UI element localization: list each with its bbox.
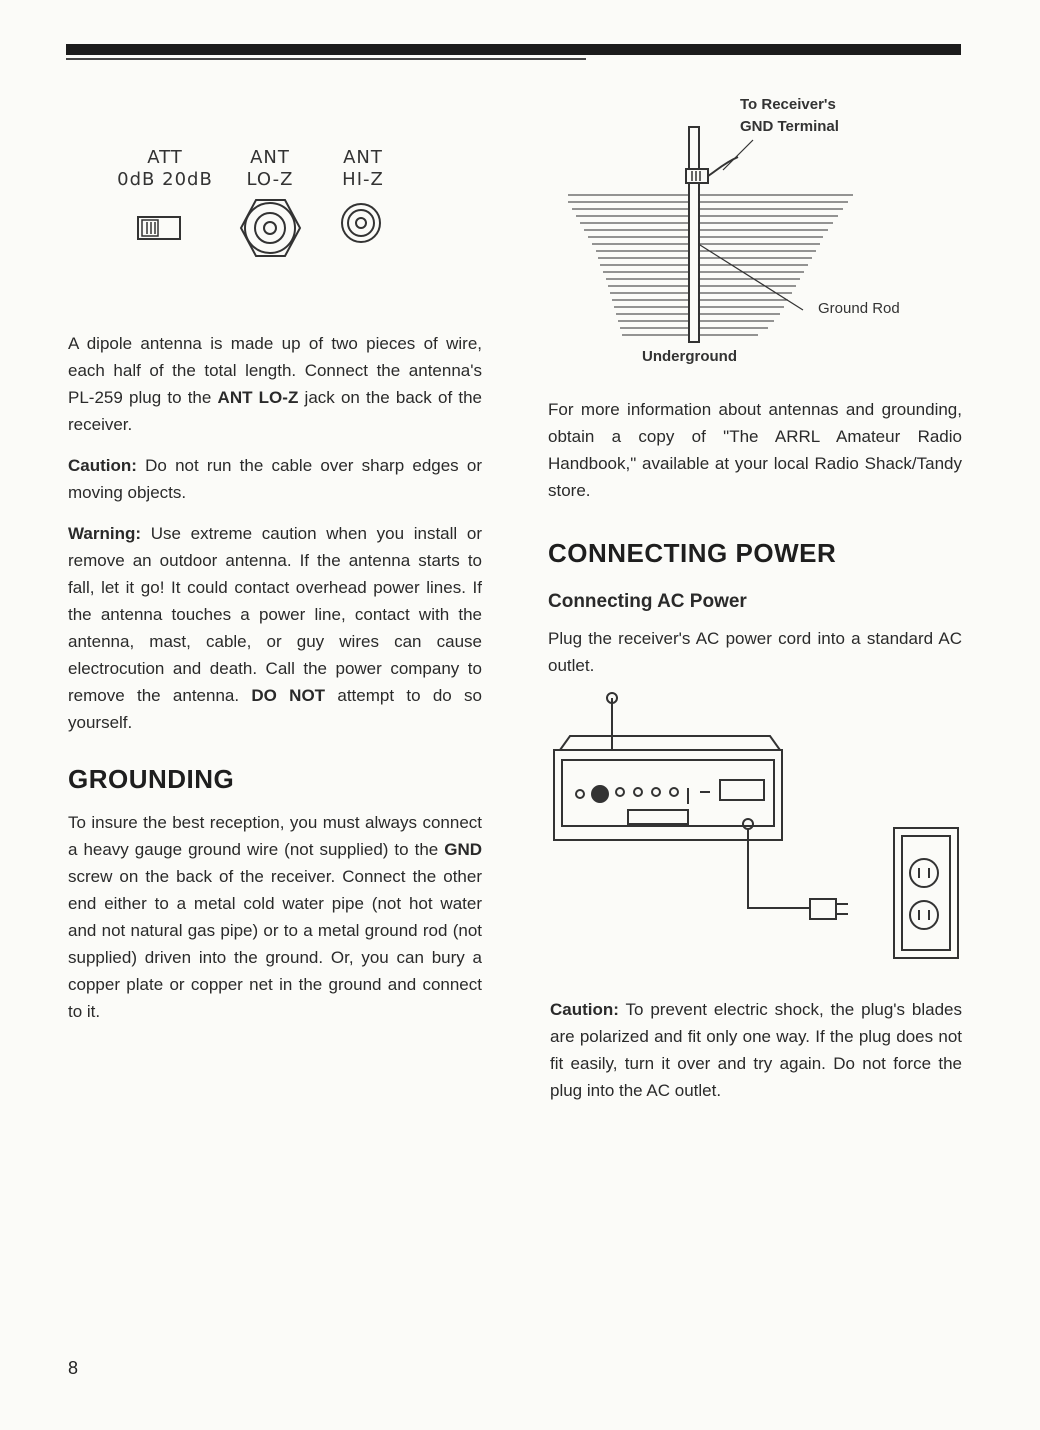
do-not-label: DO NOT <box>251 686 326 705</box>
ground-rod-label: Ground Rod <box>818 300 900 317</box>
receiver-gnd-label-2: GND Terminal <box>740 118 839 135</box>
ac-power-figure <box>548 688 968 978</box>
underground-label: Underground <box>642 348 737 365</box>
ground-rod-icon <box>686 127 803 342</box>
right-column <box>548 396 962 679</box>
hi-z-jack-icon <box>342 204 380 242</box>
ant-hi-label-text: ANT <box>343 147 383 168</box>
connecting-ac-power-subheading: Connecting AC Power <box>548 591 747 612</box>
top-rule-thin <box>66 58 586 60</box>
pl259-jack-icon <box>241 200 300 256</box>
outlet-icon <box>894 828 958 958</box>
right-caution-paragraph <box>550 996 962 1104</box>
gnd-label: GND <box>444 840 482 859</box>
grounding-text-end: screw on the back of the receiver. Connect the other end either to a metal cold water pipe (not hot water and not natural gas pipe) or to a metal ground rod (not supplied) driven into the ground. Or, you can bury a copper plate or copper net in the ground and connect to it. <box>68 867 482 1021</box>
caution-text: Do not run the cable over sharp edges or moving objects. <box>68 456 482 502</box>
dipole-text: A dipole antenna is made up of two pieces of wire, each half of the total length. Connect the antenna's PL-259 plug to the <box>68 334 482 407</box>
power-cord-icon <box>748 829 848 919</box>
right-caution-label: Caution: <box>550 1000 619 1019</box>
warning-text: Use extreme caution when you install or remove an outdoor antenna. If the antenna starts to fall, let it go! It could contact overhead power lines. If the antenna touches a power line, contact with the antenna, mast, cable, or guy wires can cause electrocution and death. Call the power company to remove the antenna. <box>68 524 482 705</box>
caution-paragraph <box>68 452 482 506</box>
att-values-text: 0dB 20dB <box>117 169 213 190</box>
ant-lo-z-label: ANT LO-Z <box>217 388 299 407</box>
receiver-icon <box>554 693 782 840</box>
left-column <box>68 330 482 1025</box>
jack-drawings <box>100 145 400 285</box>
info-paragraph: For more information about antennas and grounding, obtain a copy of "The ARRL Amateur Radio Handbook," available at your local Radio Shack/Tandy store. <box>548 400 962 500</box>
right-caution-text: To prevent electric shock, the plug's blades are polarized and fit only one way. If the plug does not fit easily, turn it over and try again. Do not force the plug into the AC outlet. <box>550 1000 962 1100</box>
dipole-paragraph <box>68 330 482 438</box>
warning-label: Warning: <box>68 524 142 543</box>
ant-hi-sub-text: HI-Z <box>342 169 384 190</box>
ant-lo-sub-text: LO-Z <box>246 169 294 190</box>
grounding-paragraph <box>68 809 482 1025</box>
right-caution-block <box>550 996 962 1104</box>
att-switch-icon <box>138 217 180 239</box>
ground-lines <box>568 195 853 335</box>
antenna-jack-figure <box>100 145 400 285</box>
ant-lo-label-text: ANT <box>250 147 290 168</box>
caution-label: Caution: <box>68 456 137 475</box>
warning-text-end: attempt to do so yourself. <box>68 686 482 732</box>
warning-paragraph <box>68 520 482 736</box>
dipole-text-end: jack on the back of the receiver. <box>68 388 482 434</box>
top-rule <box>66 44 961 55</box>
connecting-power-heading: CONNECTING POWER <box>548 538 837 568</box>
ground-rod-figure <box>548 85 968 375</box>
receiver-gnd-label-1: To Receiver's <box>740 96 836 113</box>
page-number: 8 <box>68 1358 79 1378</box>
grounding-heading: GROUNDING <box>68 764 235 794</box>
ac-paragraph: Plug the receiver's AC power cord into a standard AC outlet. <box>548 629 962 675</box>
grounding-text: To insure the best reception, you must always connect a heavy gauge ground wire (not supplied) to the <box>68 813 482 859</box>
att-label-text: ATT <box>147 147 183 168</box>
